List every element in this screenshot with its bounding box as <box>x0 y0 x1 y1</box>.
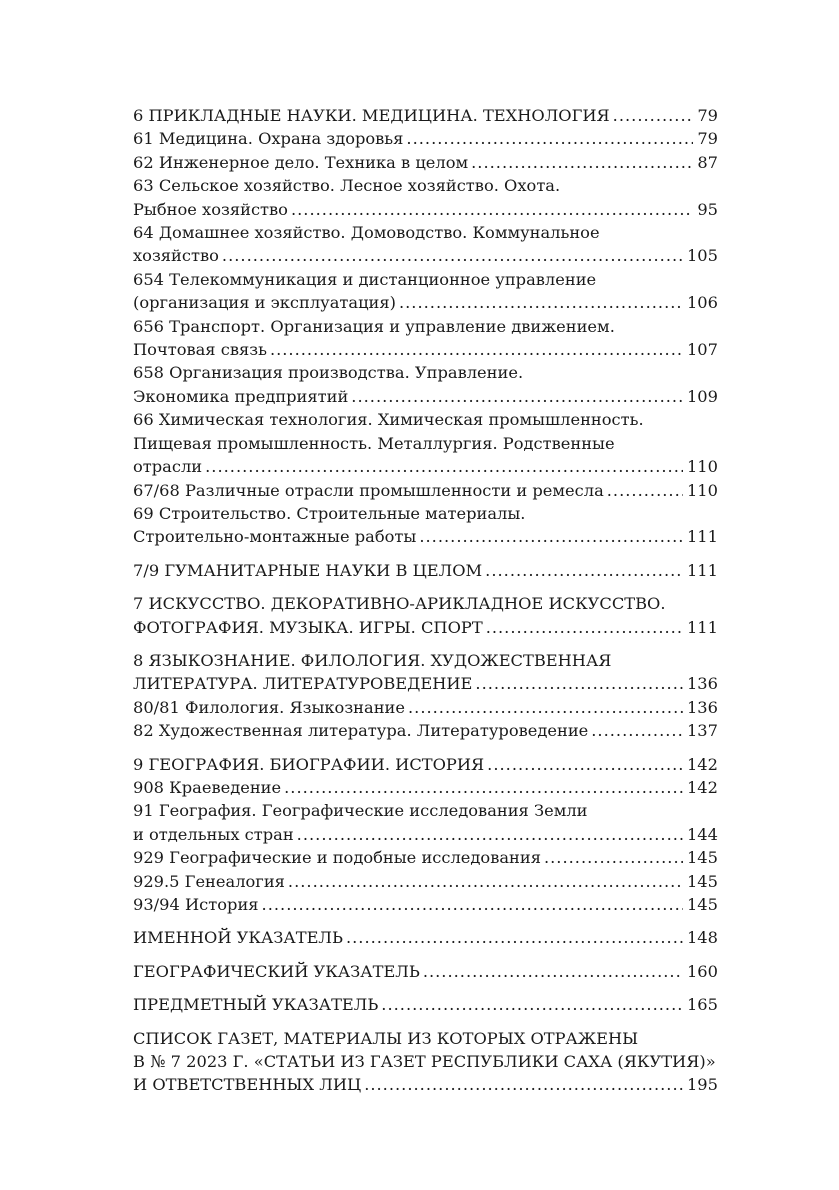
dot-leader <box>270 338 683 361</box>
dot-leader <box>591 719 683 742</box>
toc-entry-title: 93/94 История <box>133 895 259 914</box>
toc-entry-title: (организация и эксплуатация) <box>133 293 396 313</box>
toc-entry-line: 8 ЯЗЫКОЗНАНИЕ. ФИЛОЛОГИЯ. ХУДОЖЕСТВЕННАЯ <box>133 650 612 670</box>
toc-entry <box>133 315 718 362</box>
toc-entry-page-number: 148 <box>686 928 718 948</box>
toc-entry-title-row <box>133 198 718 221</box>
table-of-contents <box>133 104 718 1097</box>
toc-entry-title: ЛИТЕРАТУРА. ЛИТЕРАТУРОВЕДЕНИЕ <box>133 674 473 694</box>
toc-entry-title: хозяйство <box>133 246 219 266</box>
toc-entry-title-row <box>133 846 718 869</box>
toc-entry <box>133 960 718 983</box>
toc-entry-page-number: 87 <box>697 152 718 172</box>
toc-entry-title: ПРЕДМЕТНЫЙ УКАЗАТЕЛЬ <box>133 995 379 1015</box>
dot-leader <box>288 870 683 893</box>
toc-entry-page-number: 142 <box>686 777 718 797</box>
toc-entry <box>133 104 718 127</box>
toc-entry-page-number: 111 <box>686 527 718 547</box>
dot-leader <box>613 104 694 127</box>
toc-entry-line: 69 Строительство. Строительные материалы. <box>133 503 526 523</box>
toc-entry <box>133 408 718 478</box>
toc-entry-title-row <box>133 479 718 502</box>
toc-entry-page-number: 79 <box>697 106 718 125</box>
toc-entry-title: Строительно-монтажные работы <box>133 527 417 547</box>
toc-entry-page-number: 110 <box>686 457 718 477</box>
toc-entry-title: и отдельных стран <box>133 824 294 844</box>
toc-entry-title: ГЕОГРАФИЧЕСКИЙ УКАЗАТЕЛЬ <box>133 961 420 981</box>
dot-leader <box>346 926 683 949</box>
toc-entry <box>133 127 718 150</box>
toc-entry-line: 91 География. Географические исследования Земли <box>133 801 588 821</box>
toc-entry-title: 82 Художественная литература. Литературоведение <box>133 721 589 741</box>
toc-entry-title: Экономика предприятий <box>133 386 349 406</box>
toc-entry <box>133 696 718 719</box>
toc-entry-title: 7/9 ГУМАНИТАРНЫЕ НАУКИ В ЦЕЛОМ <box>133 560 483 580</box>
toc-entry-title-row <box>133 1073 718 1096</box>
dot-leader <box>291 198 693 221</box>
toc-entry-page-number: 106 <box>686 293 718 313</box>
toc-entry-line: 654 Телекоммуникация и дистанционное управление <box>133 269 597 289</box>
dot-leader <box>205 455 683 478</box>
dot-leader <box>607 479 683 502</box>
toc-entry-page-number: 111 <box>686 617 718 637</box>
dot-leader <box>297 823 683 846</box>
toc-entry-line: Пищевая промышленность. Металлургия. Родственные <box>133 433 615 453</box>
toc-entry <box>133 719 718 742</box>
dot-leader <box>399 291 683 314</box>
dot-leader <box>419 525 683 548</box>
toc-entry-page-number: 142 <box>686 754 718 774</box>
toc-entry-title-row <box>133 291 718 314</box>
dot-leader <box>351 385 683 408</box>
toc-entry <box>133 174 718 221</box>
toc-entry-page-number: 109 <box>686 386 718 406</box>
toc-entry-title-row <box>133 893 718 916</box>
toc-entry-page-number: 107 <box>686 340 718 360</box>
toc-entry <box>133 151 718 174</box>
dot-leader <box>381 993 683 1016</box>
toc-entry-title: И ОТВЕТСТВЕННЫХ ЛИЦ <box>133 1075 362 1095</box>
toc-entry-title-row <box>133 151 718 174</box>
toc-entry-title-row <box>133 776 718 799</box>
toc-entry <box>133 799 718 846</box>
toc-entry <box>133 1027 718 1097</box>
toc-entry <box>133 559 718 582</box>
toc-entry <box>133 649 718 696</box>
toc-entry-title-row <box>133 559 718 582</box>
toc-entry-title: Почтовая связь <box>133 340 267 360</box>
toc-entry <box>133 776 718 799</box>
dot-leader <box>471 151 693 174</box>
toc-entry-title-row <box>133 455 718 478</box>
dot-leader <box>262 893 683 916</box>
toc-entry-title: 908 Краеведение <box>133 777 282 797</box>
dot-leader <box>487 753 683 776</box>
toc-entry-page-number: 165 <box>686 995 718 1015</box>
toc-entry-title: 61 Медицина. Охрана здоровья <box>133 129 404 149</box>
toc-entry <box>133 592 718 639</box>
dot-leader <box>423 960 683 983</box>
toc-entry <box>133 221 718 268</box>
toc-entry-title-row <box>133 672 718 695</box>
dot-leader <box>485 559 683 582</box>
toc-entry <box>133 753 718 776</box>
toc-entry-page-number: 145 <box>686 871 718 891</box>
toc-entry-title-row <box>133 719 718 742</box>
toc-entry <box>133 479 718 502</box>
toc-entry-title-row <box>133 525 718 548</box>
toc-entry-page-number: 195 <box>686 1075 718 1095</box>
toc-entry-page-number: 111 <box>686 560 718 580</box>
toc-entry-title: ИМЕННОЙ УКАЗАТЕЛЬ <box>133 928 343 948</box>
toc-entry-title: отрасли <box>133 457 203 477</box>
toc-entry-title-row <box>133 960 718 983</box>
toc-entry-title-row <box>133 616 718 639</box>
toc-entry-page-number: 95 <box>697 199 718 219</box>
toc-entry-line: 64 Домашнее хозяйство. Домоводство. Коммунальное <box>133 223 600 243</box>
toc-entry-page-number: 79 <box>697 129 718 149</box>
toc-entry-page-number: 145 <box>686 895 718 914</box>
toc-entry-title-row <box>133 753 718 776</box>
toc-entry <box>133 926 718 949</box>
toc-entry-title: Рыбное хозяйство <box>133 199 288 219</box>
dot-leader <box>222 244 683 267</box>
dot-leader <box>475 672 683 695</box>
toc-entry <box>133 846 718 869</box>
dot-leader <box>284 776 683 799</box>
toc-entry-title-row <box>133 696 718 719</box>
toc-entry-title-row <box>133 385 718 408</box>
toc-entry-line: В № 7 2023 Г. «СТАТЬИ ИЗ ГАЗЕТ РЕСПУБЛИКИ САХА (ЯКУТИЯ)» <box>133 1052 716 1072</box>
toc-entry-line: 658 Организация производства. Управление. <box>133 363 524 383</box>
toc-entry-title: 929.5 Генеалогия <box>133 871 285 891</box>
dot-leader <box>408 696 683 719</box>
toc-entry-line: СПИСОК ГАЗЕТ, МАТЕРИАЛЫ ИЗ КОТОРЫХ ОТРАЖЕНЫ <box>133 1028 639 1048</box>
toc-entry-line: 63 Сельское хозяйство. Лесное хозяйство. Охота. <box>133 176 561 196</box>
toc-entry-title: 929 Географические и подобные исследования <box>133 848 541 868</box>
toc-entry-page-number: 145 <box>686 848 718 868</box>
toc-entry <box>133 361 718 408</box>
toc-entry <box>133 993 718 1016</box>
toc-entry-title: 80/81 Филология. Языкознание <box>133 697 405 717</box>
dot-leader <box>486 616 683 639</box>
toc-entry <box>133 268 718 315</box>
toc-entry-title: 62 Инженерное дело. Техника в целом <box>133 152 469 172</box>
toc-entry-page-number: 144 <box>686 824 718 844</box>
toc-entry-title: 6 ПРИКЛАДНЫЕ НАУКИ. МЕДИЦИНА. ТЕХНОЛОГИЯ <box>133 106 610 125</box>
toc-entry-title-row <box>133 870 718 893</box>
dot-leader <box>406 127 693 150</box>
toc-entry-title-row <box>133 104 718 127</box>
toc-entry-line: 656 Транспорт. Организация и управление движением. <box>133 316 615 336</box>
dot-leader <box>364 1073 683 1096</box>
toc-entry <box>133 893 718 916</box>
toc-entry-title-row <box>133 926 718 949</box>
toc-entry-page-number: 136 <box>686 697 718 717</box>
toc-entry-title-row <box>133 244 718 267</box>
toc-entry-title-row <box>133 338 718 361</box>
toc-entry-page-number: 136 <box>686 674 718 694</box>
toc-entry-title-row <box>133 127 718 150</box>
toc-entry-title: 9 ГЕОГРАФИЯ. БИОГРАФИИ. ИСТОРИЯ <box>133 754 485 774</box>
toc-entry-line: 66 Химическая технология. Химическая промышленность. <box>133 410 644 430</box>
toc-entry-page-number: 110 <box>686 480 718 500</box>
toc-entry-title: ФОТОГРАФИЯ. МУЗЫКА. ИГРЫ. СПОРТ <box>133 617 483 637</box>
toc-entry-title-row <box>133 823 718 846</box>
toc-entry-line: 7 ИСКУССТВО. ДЕКОРАТИВНО-АРИКЛАДНОЕ ИСКУССТВО. <box>133 594 666 614</box>
toc-entry-title-row <box>133 993 718 1016</box>
toc-entry <box>133 870 718 893</box>
toc-entry-title: 67/68 Различные отрасли промышленности и ремесла <box>133 480 604 500</box>
toc-entry-page-number: 137 <box>686 721 718 741</box>
dot-leader <box>544 846 683 869</box>
toc-entry-page-number: 105 <box>686 246 718 266</box>
toc-entry-page-number: 160 <box>686 961 718 981</box>
toc-entry <box>133 502 718 549</box>
